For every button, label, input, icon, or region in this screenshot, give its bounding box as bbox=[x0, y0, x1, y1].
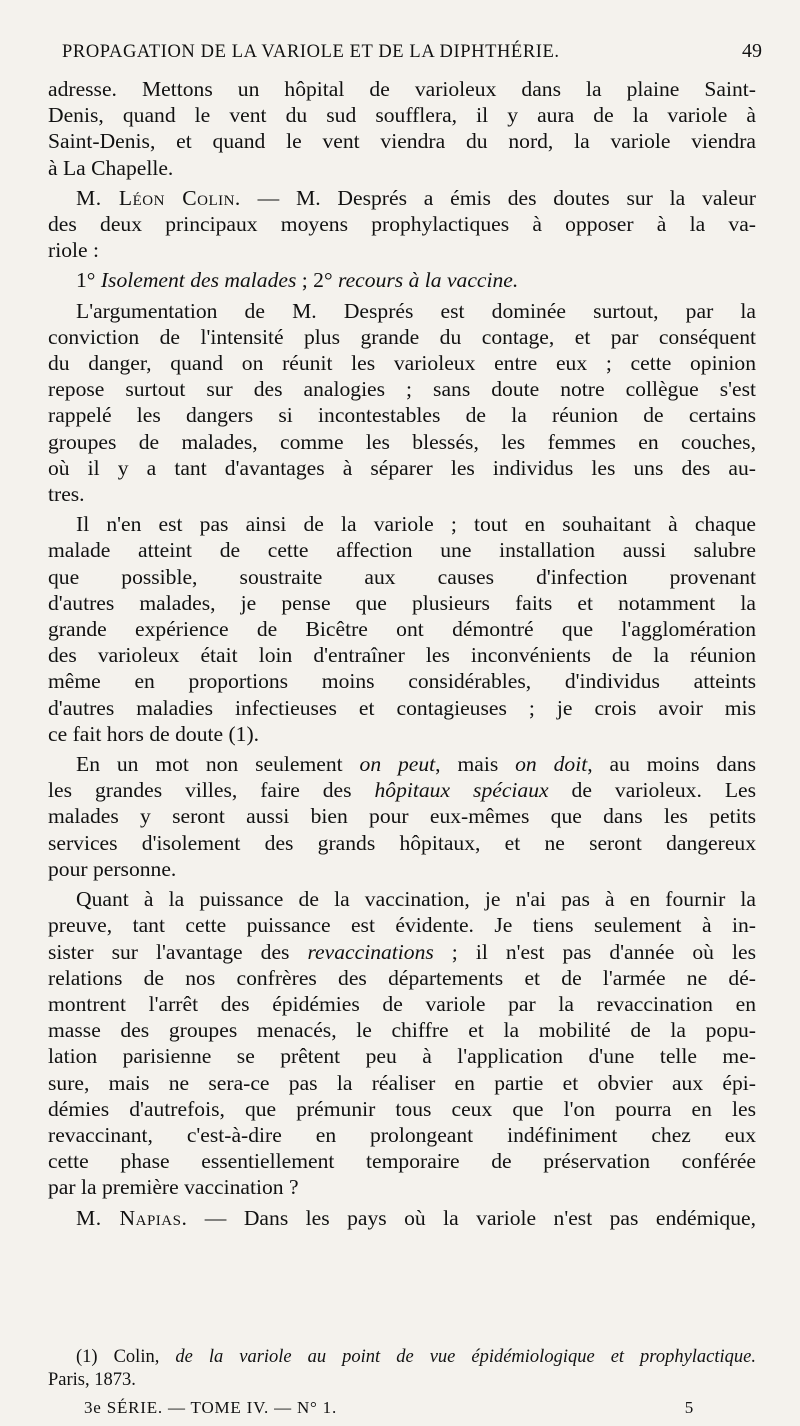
text-line: repose surtout sur des analogies ; sans doute notre collègue s'est bbox=[48, 377, 756, 402]
text-line: sure, mais ne sera-ce pas la réaliser en partie et obvier aux épi- bbox=[48, 1070, 756, 1095]
body-text bbox=[48, 76, 756, 1231]
italic-phrase: revaccinations bbox=[307, 939, 434, 964]
text-line: lation parisienne se prêtent peu à l'application d'une telle me- bbox=[48, 1044, 756, 1069]
paragraph-4 bbox=[48, 298, 756, 508]
text-line: cette phase essentiellement temporaire de préservation conférée bbox=[48, 1149, 756, 1174]
italic-phrase: on doit bbox=[515, 752, 588, 777]
text-line: Il n'en est pas ainsi de la variole ; tout en souhaitant à chaque bbox=[76, 512, 756, 537]
printer-signature bbox=[84, 1398, 694, 1418]
text-line: conviction de l'intensité plus grande du contage, et par conséquent bbox=[48, 324, 756, 349]
text-line: groupes de malades, comme les blessés, les femmes en couches, bbox=[48, 429, 756, 454]
text-line: revaccinant, c'est-à-dire en prolongeant indéfiniment chez eux bbox=[48, 1122, 756, 1147]
paragraph-5 bbox=[48, 511, 756, 747]
paragraph-6 bbox=[48, 751, 756, 882]
footnote-line: Paris, 1873. bbox=[48, 1370, 136, 1390]
footnote bbox=[48, 1346, 756, 1392]
text-line: En un mot non seulement on peut, mais on doit, au moins dans bbox=[76, 752, 756, 777]
text-line: les grandes villes, faire des hôpitaux spéciaux de varioleux. Les bbox=[48, 778, 757, 803]
text-line: masse des groupes menacés, le chiffre et la mobilité de la popu- bbox=[48, 1018, 756, 1043]
running-head-title: PROPAGATION DE LA VARIOLE ET DE LA DIPHTHÉRIE. bbox=[62, 42, 560, 62]
text-line: preuve, tant cette puissance est évidente. Je tiens seulement à in- bbox=[48, 913, 756, 938]
text-line: L'argumentation de M. Després est dominée surtout, par la bbox=[76, 298, 756, 323]
text-line: malade atteint de cette affection une installation aussi salubre bbox=[48, 538, 756, 563]
page-number: 49 bbox=[742, 40, 762, 62]
text-line: d'autres malades, je pense que plusieurs faits et notamment la bbox=[48, 590, 756, 615]
speaker-name: M. Léon Colin. bbox=[76, 185, 241, 210]
text-line: adresse. Mettons un hôpital de varioleux dans la plaine Saint- bbox=[48, 77, 756, 101]
text-line: des varioleux était loin d'entraîner les inconvénients de la réunion bbox=[48, 643, 756, 668]
text-line: pour personne. bbox=[48, 856, 177, 881]
text-line: Quant à la puissance de la vaccination, je n'ai pas à en fournir la bbox=[76, 887, 756, 912]
text-line: où il y a tant d'avantages à séparer les individus les uns des au- bbox=[48, 455, 756, 480]
sheet-number: 5 bbox=[684, 1398, 694, 1417]
text-line: M. Léon Colin. — M. Després a émis des doutes sur la valeur bbox=[76, 185, 756, 210]
italic-phrase: recours à la vaccine. bbox=[338, 268, 519, 293]
speaker-name: M. Napias. bbox=[76, 1205, 188, 1230]
text-line: d'autres maladies infectieuses et contagieuses ; je crois avoir mis bbox=[48, 695, 756, 720]
text-line: grande expérience de Bicêtre ont démontré que l'agglomération bbox=[48, 617, 756, 642]
text-line: malades y seront aussi bien pour eux-mêmes que dans les petits bbox=[48, 804, 756, 829]
text-line: riole : bbox=[48, 238, 99, 263]
series-volume-number: 3e SÉRIE. — TOME IV. — N° 1. bbox=[84, 1398, 338, 1417]
paragraph-3 bbox=[48, 267, 756, 293]
text-line: 1° Isolement des malades ; 2° recours à la vaccine. bbox=[76, 268, 519, 293]
text-line: relations de nos confrères des départements et de l'armée ne dé- bbox=[48, 965, 756, 990]
text-line: M. Napias. — Dans les pays où la variole n'est pas endémique, bbox=[76, 1205, 756, 1230]
text-line: du danger, quand on réunit les varioleux entre eux ; cette opinion bbox=[48, 351, 756, 376]
paragraph-2 bbox=[48, 185, 756, 264]
text-line: que possible, soustraite aux causes d'infection provenant bbox=[48, 564, 756, 589]
italic-phrase: hôpitaux spéciaux bbox=[374, 778, 549, 803]
paragraph-7 bbox=[48, 886, 756, 1200]
text-line: même en proportions moins considérables, d'individus atteints bbox=[48, 669, 756, 694]
text-line: démies d'autrefois, que prémunir tous ceux que l'on pourra en les bbox=[48, 1096, 756, 1121]
text-line: à La Chapelle. bbox=[48, 155, 174, 180]
text-line: sister sur l'avantage des revaccinations ; il n'est pas d'année où les bbox=[48, 939, 756, 964]
text-line: ce fait hors de doute (1). bbox=[48, 721, 260, 746]
text-line: par la première vaccination ? bbox=[48, 1175, 299, 1200]
italic-phrase: Isolement des malades bbox=[100, 268, 297, 293]
text-line: services d'isolement des grands hôpitaux, et ne seront dangereux bbox=[48, 830, 756, 855]
running-head bbox=[62, 40, 762, 70]
paragraph-8 bbox=[48, 1205, 756, 1231]
text-line: montrent l'arrêt des épidémies de variole par la revaccination en bbox=[48, 991, 756, 1016]
footnote-line: (1) Colin, de la variole au point de vue épidémiologique et prophylactique. bbox=[76, 1347, 756, 1367]
text-line: Denis, quand le vent du sud soufflera, il y aura de la variole à bbox=[48, 103, 756, 128]
footnote-title: de la variole au point de vue épidémiologique et prophylactique. bbox=[175, 1347, 756, 1367]
text-line: Saint-Denis, et quand le vent viendra du nord, la variole viendra bbox=[48, 129, 756, 154]
text-line: tres. bbox=[48, 482, 85, 507]
text-line: des deux principaux moyens prophylactiques à opposer à la va- bbox=[48, 212, 756, 237]
paragraph-1 bbox=[48, 76, 756, 181]
italic-phrase: on peut bbox=[359, 752, 436, 777]
text-line: rappelé les dangers si incontestables de la réunion de certains bbox=[48, 403, 756, 428]
